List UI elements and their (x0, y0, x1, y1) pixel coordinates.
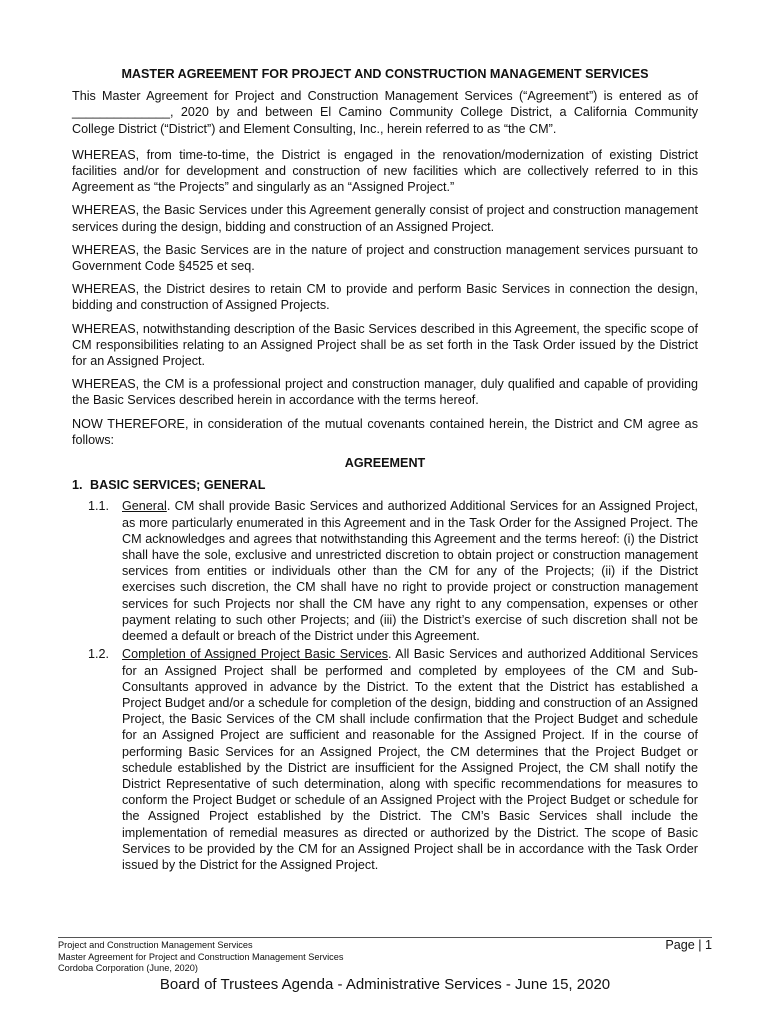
section-number: 1. (72, 478, 83, 493)
recital-paragraph: WHEREAS, the District desires to retain CM to provide and perform Basic Services in connection the design, bidding and construction of Assigned Projects. (72, 282, 698, 313)
subsection-1-2 (72, 646, 698, 873)
footer-divider (58, 937, 712, 938)
subsection-text: . CM shall provide Basic Services and authorized Additional Services for an Assigned Project, as more particularly enumerated in this Agreement and in the Task Order for the Assigned Project. The CM acknowledges and agrees that notwithstanding this Agreement and the terms hereof: (i) the District shall have the sole, exclusive and unrestricted discretion to obtain project or construction management services from entities or individuals other than the CM for any of the Projects; (ii) if the District exercises such discretion, the CM shall have no right to provide project or construction management services for such Projects nor shall the CM have any right to any compensation, expenses or other payment relating to such other Projects; and (iii) the District’s exercise of such discretion shall not be deemed a default or breach of the District under this Agreement. (122, 499, 698, 644)
document-body (72, 66, 698, 875)
document-title: MASTER AGREEMENT FOR PROJECT AND CONSTRUCTION MANAGEMENT SERVICES (121, 67, 649, 81)
footer-line: Master Agreement for Project and Construction Management Services (58, 951, 344, 962)
page-footer (58, 940, 712, 975)
subsection-text: . All Basic Services and authorized Additional Services for an Assigned Project shall be performed and completed by employees of the CM and Sub-Consultants approved in advance by the District. To the extent that the District has established a Project Budget and/or a schedule for completion of the design, bidding and construction of an Assigned Project, the Basic Services of the CM shall include confirmation that the Project Budget and schedule for an Assigned Project are sufficient and reasonable for the Assigned Project. If in the course of performing Basic Services for an Assigned Project, the CM determines that the Project Budget or schedule established by the District are insufficient for the Assigned Project, the CM shall notify the District Representative of such determination, along with specific recommendations for measures to conform the Project Budget or schedule of an Assigned Project with the Project Budget or schedule for the Assigned Project established by the District. The CM’s Basic Services shall include the implementation of remedial measures as directed or authorized by the District. The scope of Basic Services to be provided by the CM for an Assigned Project shall be in accordance with the Task Order issued by the District for the Assigned Project. (122, 647, 698, 872)
footer-line: Cordoba Corporation (June, 2020) (58, 963, 198, 974)
section-title: BASIC SERVICES; GENERAL (90, 478, 266, 493)
agreement-heading: AGREEMENT (344, 456, 426, 471)
subsection-heading: General (122, 499, 167, 514)
subsection-heading: Completion of Assigned Project Basic Services (122, 647, 389, 662)
recital-paragraph: WHEREAS, from time-to-time, the District is engaged in the renovation/modernization of existing District facilities and/or for development and construction of new facilities which are collectively referred to in this Agreement as “the Projects” and singularly as an “Assigned Project.” (72, 147, 698, 195)
subsection-1-1 (72, 498, 698, 644)
footer-line: Project and Construction Management Services (58, 940, 253, 950)
section-heading (72, 477, 698, 493)
subsection-number: 1.2. (88, 647, 110, 662)
page-number: Page | 1 (665, 938, 712, 952)
recital-paragraph: WHEREAS, the Basic Services under this Agreement generally consist of project and construction management services during the design, bidding and construction of an Assigned Project. (72, 203, 698, 234)
subsection-number: 1.1. (88, 499, 110, 514)
intro-paragraph: This Master Agreement for Project and Construction Management Services (“Agreement”) is entered as of ______________, 2020 by and between El Camino Community College District, a California Community College District (“District”) and Element Consulting, Inc., herein referred to as “the CM”. (72, 89, 698, 136)
agenda-banner: Board of Trustees Agenda - Administrative Services - June 15, 2020 (159, 976, 611, 993)
recital-paragraph: WHEREAS, notwithstanding description of the Basic Services described in this Agreement, the specific scope of CM responsibilities relating to an Assigned Project shall be as set forth in the Task Order issued by the District for an Assigned Project. (72, 321, 698, 369)
recital-paragraph: WHEREAS, the Basic Services are in the nature of project and construction management services pursuant to Government Code §4525 et seq. (72, 242, 698, 274)
recital-paragraph: WHEREAS, the CM is a professional project and construction manager, duly qualified and capable of providing the Basic Services described herein in accordance with the terms hereof. (72, 377, 698, 408)
recital-paragraph: NOW THEREFORE, in consideration of the mutual covenants contained herein, the District and CM agree as follows: (72, 416, 698, 447)
